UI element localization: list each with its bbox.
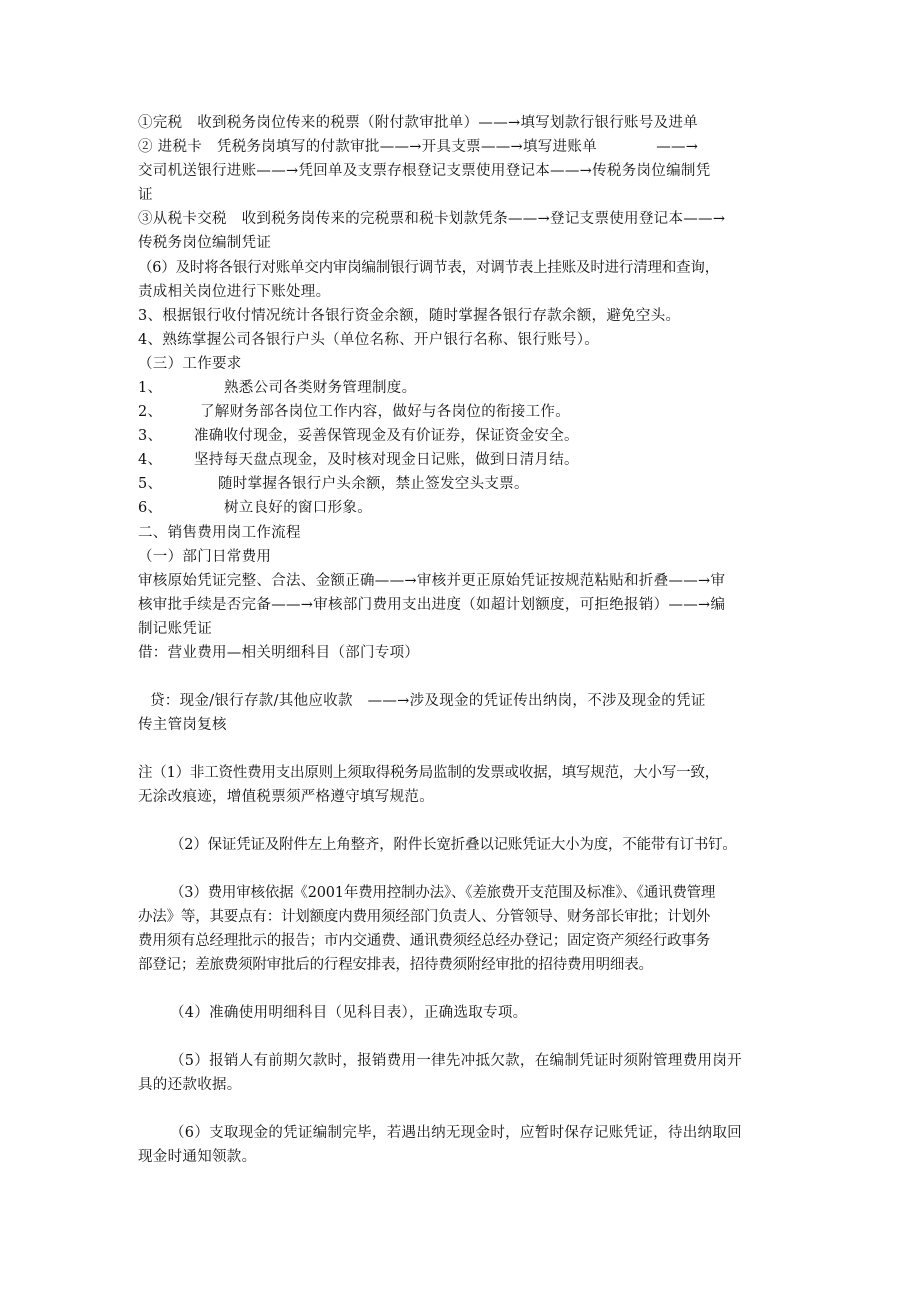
note-line: （4）准确使用明细科目（见科目表），正确选取专项。 xyxy=(170,1005,528,1021)
requirement-text: 熟悉公司各类财务管理制度。 xyxy=(224,380,417,396)
text-line: ①完税 收到税务岗位传来的税票（附付款审批单）——→填写划款行银行账号及进单 xyxy=(138,115,699,131)
text-line: 3、根据银行收付情况统计各银行资金余额，随时掌握各银行存款余额，避免空头。 xyxy=(138,308,681,324)
text-line: （6）及时将各银行对账单交内审岗编制银行调节表，对调节表上挂账及时进行清理和查询， xyxy=(138,260,720,276)
requirement-text: 准确收付现金，妥善保管现金及有价证券，保证资金安全。 xyxy=(194,428,579,444)
requirement-item xyxy=(138,424,788,448)
note-line: 现金时通知领款。 xyxy=(138,1149,257,1165)
text-line: 核审批手续是否完备——→审核部门费用支出进度（如超计划额度，可拒绝报销）——→编 xyxy=(138,597,726,613)
requirement-item xyxy=(138,448,788,472)
text-line: 借：营业费用—相关明细科目（部门专项） xyxy=(138,645,420,661)
text-line: 4、熟练掌握公司各银行户头（单位名称、开户银行名称、银行账号）。 xyxy=(138,332,600,348)
text-line: 贷：现金/银行存款/其他应收款 ——→涉及现金的凭证传出纳岗，不涉及现金的凭证 xyxy=(150,693,706,709)
note-line: （5）报销人有前期欠款时，报销费用一律先冲抵欠款，在编制凭证时须附管理费用岗开 xyxy=(170,1053,742,1069)
section-heading: （一）部门日常费用 xyxy=(138,549,272,565)
note-line: 无涂改痕迹，增值税票须严格遵守填写规范。 xyxy=(138,789,434,805)
section-heading: （三）工作要求 xyxy=(138,356,242,372)
requirement-item xyxy=(138,472,788,496)
requirement-number: 2、 xyxy=(138,404,163,420)
note-line: （6）支取现金的凭证编制完毕，若遇出纳无现金时，应暂时保存记账凭证，待出纳取回 xyxy=(170,1125,742,1141)
note-line: 办法》等，其要点有：计划额度内费用须经部门负责人、分管领导、财务部长审批；计划外 xyxy=(138,909,710,925)
requirement-number: 3、 xyxy=(138,428,163,444)
requirement-number: 4、 xyxy=(138,452,163,468)
text-line: 传税务岗位编制凭证 xyxy=(138,235,272,251)
section-heading: 二、销售费用岗工作流程 xyxy=(138,525,301,541)
note-line: （3）费用审核依据《2001年费用控制办法》、《差旅费开支范围及标准》、《通讯费管理 xyxy=(170,885,716,901)
requirement-item xyxy=(138,400,788,424)
requirement-text: 随时掌握各银行户头余额，禁止签发空头支票。 xyxy=(218,476,529,492)
text-line: 交司机送银行进账——→凭回单及支票存根登记支票使用登记本——→传税务岗位编制凭 xyxy=(138,163,711,179)
requirement-text: 树立良好的窗口形象。 xyxy=(224,500,372,516)
note-line: 部登记；差旅费须附审批后的行程安排表，招待费须附经审批的招待费用明细表。 xyxy=(138,957,653,973)
note-line: 注（1）非工资性费用支出原则上须取得税务局监制的发票或收据，填写规范，大小写一致， xyxy=(138,765,720,781)
note-line: 费用须有总经理批示的报告；市内交通费、通讯费须经总经办登记；固定资产须经行政事务 xyxy=(138,933,710,949)
text-line: 证 xyxy=(138,187,153,203)
requirement-number: 5、 xyxy=(138,476,163,492)
requirement-item xyxy=(138,376,788,400)
text-line: 传主管岗复核 xyxy=(138,717,227,733)
text-line: ② 进税卡 凭税务岗填写的付款审批——→开具支票——→填写进账单 ——→ xyxy=(138,139,699,155)
requirement-number: 6、 xyxy=(138,500,163,516)
text-line: 责成相关岗位进行下账处理。 xyxy=(138,284,331,300)
requirement-number: 1、 xyxy=(138,380,163,396)
requirement-text: 坚持每天盘点现金，及时核对现金日记账，做到日清月结。 xyxy=(194,452,579,468)
text-line: 审核原始凭证完整、合法、金额正确——→审核并更正原始凭证按规范粘贴和折叠——→审 xyxy=(138,573,726,589)
text-line: 制记账凭证 xyxy=(138,621,212,637)
note-line: （2）保证凭证及附件左上角整齐，附件长宽折叠以记账凭证大小为度，不能带有订书钉。 xyxy=(170,837,737,853)
requirement-item xyxy=(138,496,788,520)
note-line: 具的还款收据。 xyxy=(138,1077,242,1093)
requirement-text: 了解财务部各岗位工作内容，做好与各岗位的衔接工作。 xyxy=(200,404,570,420)
text-line: ③从税卡交税 收到税务岗传来的完税票和税卡划款凭条——→登记支票使用登记本——→ xyxy=(138,211,726,227)
